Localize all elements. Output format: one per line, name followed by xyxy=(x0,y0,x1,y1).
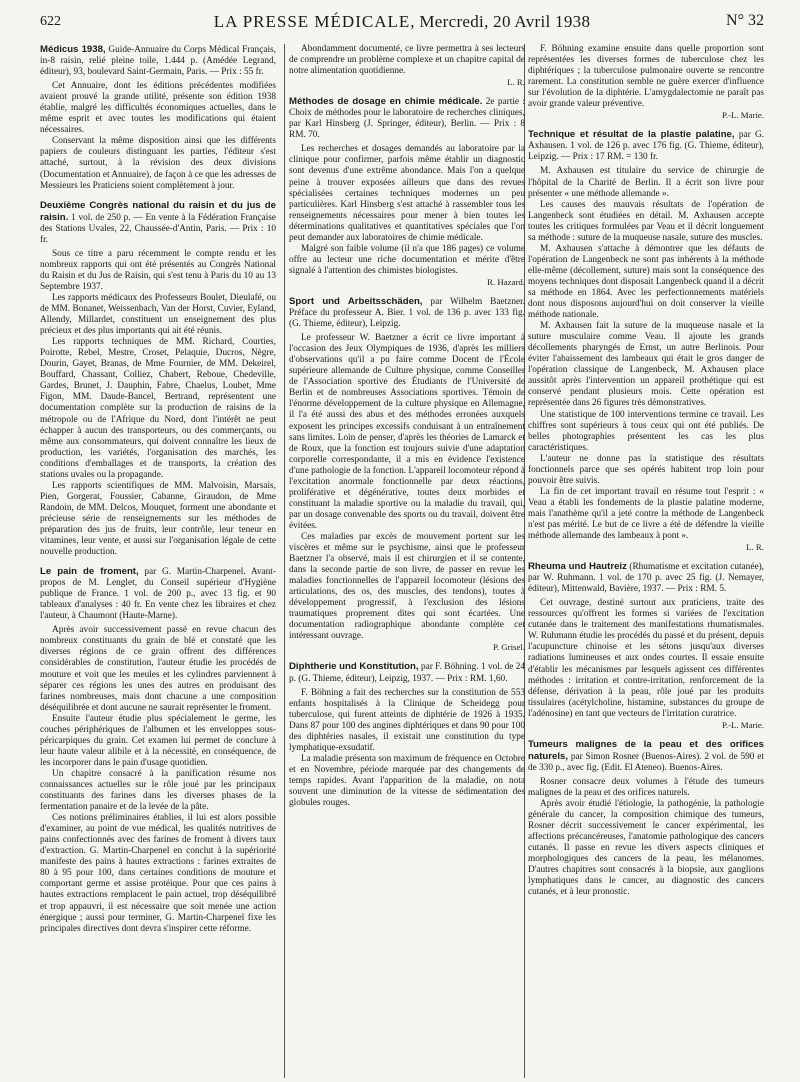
book-review xyxy=(40,44,276,192)
review-title: Technique et résultat de la plastie palatine, xyxy=(528,129,735,141)
book-review xyxy=(528,44,764,121)
review-paragraph: Le professeur W. Baetzner a écrit ce livre important à l'occasion des Jeux Olympiques de 1936, d'après les milliers d'observations qu'il a pu faire comme Docent de l'École supérieure allemande de Culture physique, comme Conseiller de l'Association sportive des Étudiants de l'Université de Berlin et de nombreuses Associations sportives. Témoin de l'énorme développement de la culture physique en Allemagne, il l'a été aussi des abus et des méthodes erronées auxquels exposent les principes excessifs conduisant à un entraînement sans limites. Loin de penser, d'après les théories de Lamarck et de Roux, que la fonction est toujours suivie d'une adaptation corporelle correspondante, il a mis en évidence l'existence d'une pathologie de la fonction. L'appareil locomoteur répond à l'excitation anormale fonctionnelle par deux réactions, proliférative et dégénérative, toutes deux morbides et constituant la maladie sportive ou la maladie du travail, qui, par un dosage convenable des sports ou du travail, doivent être évitées. xyxy=(289,333,525,531)
review-paragraph: Les causes des mauvais résultats de l'opération de Langenbeck sont étudiées en détail. M. Axhausen accepte toutes les critiques formulées par Veau et il décrit longuement sa méthode : suture de la muqueuse nasale, suture des muscles. xyxy=(528,199,764,243)
review-title: Tumeurs malignes de la peau et des orifices naturels, xyxy=(528,738,764,762)
book-review xyxy=(289,661,525,809)
column-2 xyxy=(289,44,525,1078)
book-review xyxy=(289,296,525,654)
review-reference: Guide-Annuaire du Corps Médical Français, in-8 raisin, relié pleine toile, 1.444 p. (Amédée Legrand, éditeur), 93, boulevard Saint-Germain, Paris. — Prix : 55 fr. xyxy=(40,45,276,78)
book-review xyxy=(528,129,764,553)
review-reference: (Rhumatisme et excitation cutanée), par W. Ruhmann. 1 vol. de 170 p. avec 25 fig. (J. Nemayer, éditeur), Mittenwald, Bavière, 1937. — Prix : RM. 5. xyxy=(528,562,764,595)
reviewer-signature: R. Hazard. xyxy=(487,276,525,287)
review-paragraph: Après avoir étudié l'étiologie, la pathogénie, la pathologie générale du cancer, la composition chimique des tumeurs, Rosner décrit successivement le cancer expérimental, les affections précancéreuses, l'anatomie pathologique des cancers cutanés. Il passe en revue les divers aspects cliniques et morphologiques des cancers de la peau, les mélanomes. D'autres chapitres sont consacrés à la biopsie, aux ganglions lymphatiques dans le cancer, au diagnostic des cancers cutanés, et à leur pronostic. xyxy=(528,799,764,898)
column-3 xyxy=(528,44,764,1078)
page-header xyxy=(40,8,764,36)
review-paragraph: M. Axhausen s'attache à démontrer que les défauts de l'opération de Langenbeck ne sont pas inhérents à la méthode elle-même (décollement, suture) mais sont la conséquence des moyens techniques dont disposait Langenbeck quand il a décrit sa méthode en 1864. Avec les perfectionnements matériels dont nous disposons aujourd'hui on doit conserver la vieille méthode nationale. xyxy=(528,243,764,321)
review-paragraph: La fin de cet important travail en résume tout l'esprit : « Veau a établi les fondements de la plastie palatine moderne, mais l'anathème qu'il a jeté contre la méthode de Langenbeck n'est pas mérité. Le but de ce livre a été de défendre la vieille méthode allemande des lambeaux à pont ». xyxy=(528,486,764,542)
review-reference: par G. Martin-Charpenel. Avant-propos de M. Lenglet, du Conseil supérieur d'Hygiène publique de France. 1 vol. de 200 p., avec 13 fig. et 90 tableaux d'analyses : 40 fr. En vente chez les libraires et chez l'auteur, à Chaumont (Haute-Marne). xyxy=(40,567,276,622)
review-paragraph: Ces maladies par excès de mouvement portent sur les viscères et même sur le psychisme, ainsi que le professeur Baetzner l'a observé, mais il est chirurgien et il se contente, dans la seconde partie de son livre, de passer en revue les maladies fonctionnelles de l'appareil locomoteur (lésions des articulations, des os, des muscles, des tendons), toutes à développement progressif, à l'exclusion des lésions traumatiques proprement dites qui sont écartées. Une documentation radiographique abondante complète cet intéressant ouvrage. xyxy=(289,531,525,642)
book-review xyxy=(528,739,764,899)
reviewer-signature: P.-L. Marie. xyxy=(721,719,764,730)
review-reference: 1 vol. de 250 p. — En vente à la Fédération Française des Stations Uvales, 22, Chaussée-d'Antin, Paris. — Prix : 10 fr. xyxy=(40,212,276,245)
review-title: Le pain de froment, xyxy=(40,566,139,578)
review-reference: par Simon Rosner (Buenos-Aires). 2 vol. de 590 et de 330 p., avec fig. (Edit. El Ateneo). Buenos-Aires. xyxy=(528,751,764,773)
review-paragraph: Cet ouvrage, destiné surtout aux praticiens, traite des ressources qu'offrent les formes si variées de l'excitation cutanée dans le traitement des manifestations rhumatismales. W. Ruhmann étudie les procédés du passé et du présent, depuis l'acupuncture chinoise et les sétons jusqu'aux diverses radiations lumineuses et aux ondes courtes. Il essaie ensuite d'établir les mécanismes par lesquels agissent ces différentes méthodes : irritation et contre-irritation, renforcement de la défense, dérivation à la peau, rôle joué par les produits tissulaires (acétylcholine, histamine, substances du groupe de l'adénosine) en tant que vecteurs de l'irritation curatrice. xyxy=(528,598,764,719)
review-paragraph: Cet Annuaire, dont les éditions précédentes modifiées avaient prouvé la grande utilité, présente son édition 1938 établie, malgré les difficultés économiques actuelles, dans le même esprit et avec toutes les modifications qui étaient nécessaires. xyxy=(40,81,276,136)
review-paragraph: Les rapports médicaux des Professeurs Boulet, Dieulafé, ou de MM. Bonanet, Weissenbach, Van der Horst, Cuvier, Eyland, Allendy, Millardet, constituent un enseignement des plus précieux et des plus importants qui ait été réunis. xyxy=(40,292,276,337)
review-reference: par Wilhelm Baetzner. Préface du professeur A. Bier. 1 vol. de 136 p. avec 133 fig. (G. Thieme, éditeur), Leipzig. xyxy=(289,296,525,330)
book-review xyxy=(289,96,525,288)
review-paragraph: F. Böhning a fait des recherches sur la constitution de 553 enfants hospitalisés à la Clinique de Scheidegg pour tuberculose, qui furent atteints de diphtérie de 1926 à 1935. Dans 87 pour 100 des angines diphtériques et dans 90 pour 100 des diphtéries nasales, il existait une constitution du type lymphatique-exsudatif. xyxy=(289,687,525,753)
review-reference: 2e partie : Choix de méthodes pour le laboratoire de recherches cliniques, par Karl Hinsberg (J. Springer, éditeur), Berlin. — Prix : 8 RM. 70. xyxy=(289,97,525,141)
reviewer-signature: L. R. xyxy=(746,542,764,553)
review-title: Diphtherie und Konstitution, xyxy=(289,661,419,673)
journal-title: LA PRESSE MÉDICALE xyxy=(213,12,411,31)
review-paragraph: Une statistique de 100 interventions termine ce travail. Les chiffres sont supérieurs à tous ceux qui ont été publiés. De belles photographies présentent les cas les plus caractéristiques. xyxy=(528,409,764,453)
review-paragraph: Après avoir successivement passé en revue chacun des nombreux constituants du grain de blé et constaté que les diverses régions de ce grain offrent des différences considérables de constitution, l'auteur étudie les procédés de mouture et voit que les meules et les cylindres parviennent à séparer ces régions les unes des autres en produisant des farines nombreuses, mais dont chacune a une composition déséquilibrée et dont aucune ne saurait représenter le froment. xyxy=(40,625,276,713)
book-review xyxy=(40,566,276,935)
review-paragraph: Les rapports techniques de MM. Richard, Courties, Poirotte, Rebel, Mestre, Croset, Pelaquie, Ducros, Nègre, Dourin, Gayet, Branas, de Mme Fournier, de MM. Dekeirel, Bouffard, Chassant, Colliez, Chabert, Reboue, Chedeville, Gardes, Brunet, J. Dauphin, Fabre, Chaelus, Loubet, Mme Figon, MM. Daude-Bancel, Bertrand, représentent une documentation complète sur la production de raisins de la métropole ou de l'Afrique du Nord, dont l'intérêt ne peut échapper à aucun des transporteurs, ou des commerçants, ou même aux consommateurs, qui doivent connaître les lieux de production, les variétés, l'organisation des marchés, les conditions d'emballages et de transports, la création des stations uvales ou la propagande. xyxy=(40,337,276,480)
review-paragraph: La maladie présenta son maximum de fréquence en Octobre et en Novembre, période marquée par des changements de temps rapides. Avant l'apparition de la maladie, on nota souvent une diminution de la vitesse de sédimentation des globules rouges. xyxy=(289,753,525,809)
review-reference: par G. Axhausen. 1 vol. de 126 p. avec 176 fig. (G. Thieme, éditeur), Leipzig. — Prix : 17 RM. = 130 fr. xyxy=(528,130,764,163)
review-paragraph: Malgré son faible volume (il n'a que 186 pages) ce volume offre au lecteur une riche documentation et mérite d'être signalé à l'attention des chimistes biologistes. xyxy=(289,243,525,276)
article-columns xyxy=(40,44,764,1078)
reviewer-signature: P.-L. Marie. xyxy=(721,110,764,121)
reviewer-signature: L. R. xyxy=(507,77,525,88)
review-title: Sport und Arbeitsschäden, xyxy=(289,295,423,307)
page-number: 622 xyxy=(40,14,61,29)
review-paragraph: M. Axhausen fait la suture de la muqueuse nasale et la suture musculaire comme Veau. Il ajoute les grands décollements pharyngés de Ernst, un autre Berlinois. Pour éviter l'abaissement des lambeaux qui était le gros danger de l'opération classique de Langenbeck, M. Axhausen place aussitôt après l'intervention un appareil prothétique qui est conservé pendant plusieurs mois. Cette opération est représentée dans 26 figures très démonstratives. xyxy=(528,321,764,409)
review-paragraph: Ces notions préliminaires établies, il lui est alors possible d'examiner, au point de vue médical, les qualités nutritives de pains confectionnés avec des farines de froment à divers taux d'extraction. G. Martin-Charpenel en conclut à la supériorité manifeste des pains à hautes extractions : farines extraites de 80 à 95 pour 100, dans certaines conditions de mouture et comportant germe et assise protéique. Pour que ces pains à hautes extractions remplacent le pain actuel, trop déséquilibré et trop appauvri, il est nécessaire que soit menée une action énergique ; aussi pour terminer, G. Martin-Charpenel fixe les principales directives dont devra s'inspirer cette réforme. xyxy=(40,813,276,934)
journal-title-line: LA PRESSE MÉDICALE, Mercredi, 20 Avril 1938 xyxy=(213,12,591,31)
review-paragraph: L'auteur ne donne pas la statistique des résultats fonctionnels parce que ses opérés habitent trop loin pour pouvoir être suivis. xyxy=(528,453,764,486)
review-paragraph: Un chapitre consacré à la panification résume nos connaissances actuelles sur le rôle joué par les principaux constituants des farines dans les diverses phases de la fermentation panaire et de la levée de la pâte. xyxy=(40,768,276,813)
review-reference: par F. Böhning. 1 vol. de 24 p. (G. Thieme, éditeur), Leipzig, 1937. — Prix : RM. 1,60. xyxy=(289,662,525,684)
book-review xyxy=(528,561,764,731)
review-paragraph: Abondamment documenté, ce livre permettra à ses lecteurs de comprendre un problème complexe et un chapitre capital de notre alimentation quotidienne. xyxy=(289,44,525,77)
column-1 xyxy=(40,44,276,1078)
review-title: Deuxième Congrès national du raisin et du jus de raisin. xyxy=(40,199,276,223)
review-paragraph: Les rapports scientifiques de MM. Malvoisin, Marsais, Pien, Gorgerat, Foussier, Cabanne, Giraudon, de Mme Randoin, de MM. Delcos, Mouquet, forment une abondante et précieuse série de renseignements sur les méthodes de préparation des jus de fruits, leur contrôle, leur teneur en vitamines, leur vente, et aussi sur l'organisation légale de cette nouvelle production. xyxy=(40,480,276,558)
review-paragraph: Conservant la même disposition ainsi que les différents papiers de couleurs distinguant les parties, l'éditeur s'est attaché, surtout, à la révision des deux divisions (Documentation et Annuaire), de façon à ce que les adresses de Messieurs les Praticiens soient complètement à jour. xyxy=(40,136,276,191)
review-paragraph: M. Axhausen est titulaire du service de chirurgie de l'hôpital de la Charité de Berlin. Il a écrit son livre pour présenter « une méthode allemande ». xyxy=(528,166,764,199)
review-paragraph: Sous ce titre a paru récemment le compte rendu et les nombreux rapports qui ont été présentés au Congrès National du Raisin et du Jus de Raisin, qui s'est tenu à Paris du 10 au 13 Septembre 1937. xyxy=(40,248,276,292)
review-paragraph: Les recherches et dosages demandés au laboratoire par la clinique pour confirmer, parfois même établir un diagnostic sont devenus d'une extrême abondance. Mais l'on a quelque peine à trouver exposées ailleurs que dans des revues spécialisées certaines techniques modernes un peu particulières. Karl Hinsberg s'est attaché à rassembler tous les renseignements nécessaires pour mener à bien toutes les déterminations qualitatives et quantitatives spéciales que l'on peut demander aux laboratoires de chimie médicale. xyxy=(289,144,525,243)
issue-date: Mercredi, 20 Avril 1938 xyxy=(419,12,591,31)
issue-number: N° 32 xyxy=(726,12,764,29)
book-review xyxy=(289,44,525,88)
reviewer-signature: P. Grisel. xyxy=(492,642,525,653)
book-review xyxy=(40,200,276,559)
review-paragraph: F. Böhning examine ensuite dans quelle proportion sont représentées les diverses formes de tuberculose chez les diphtériques ; la tuberculose pulmonaire ouverte se rencontre rarement. La constitution semble ne guère exercer d'influence sur l'évolution de la diphtérie. L'amygdalectomie ne paraît pas avoir grande valeur préventive. xyxy=(528,44,764,110)
review-paragraph: Rosner consacre deux volumes à l'étude des tumeurs malignes de la peau et des orifices naturels. xyxy=(528,776,764,798)
review-title: Médicus 1938, xyxy=(40,44,106,55)
review-title: Méthodes de dosage en chimie médicale. xyxy=(289,96,483,108)
review-title: Rheuma und Hautreiz xyxy=(528,561,627,573)
review-paragraph: Ensuite l'auteur étudie plus spécialement le germe, les couches périphériques de l'albumen et les enveloppes sous-péricarpiques du grain. Cet examen lui permet de conclure à leur haute valeur alibile et à la nécessité, en conséquence, de les incorporer dans le pain d'usage quotidien. xyxy=(40,713,276,768)
